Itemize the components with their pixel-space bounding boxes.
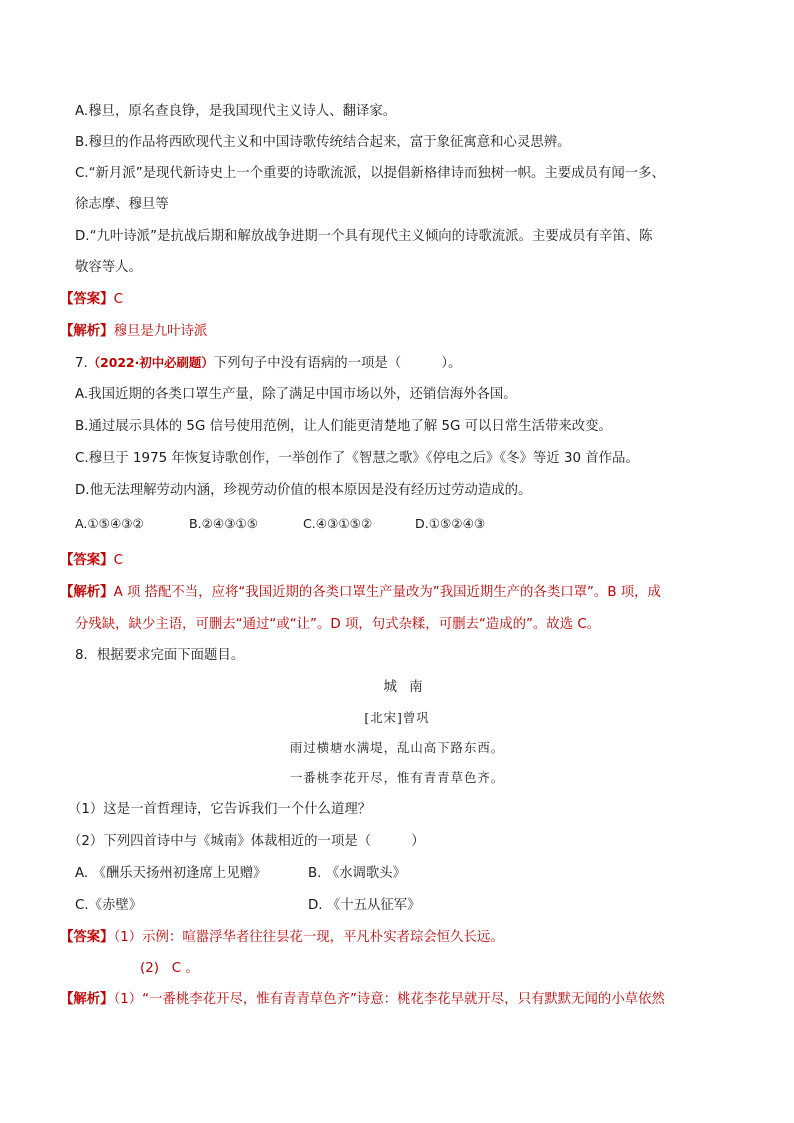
q6-option-d-line1: D.“九叶诗派”是抗战后期和解放战争进期一个具有现代主义倾向的诗歌流派。主要成员有辛笛、陈 (75, 229, 653, 244)
q8-option-c: C.《赤壁》 (75, 898, 143, 913)
q6-option-d-line2: 敬容等人。 (75, 260, 142, 275)
q7-analysis-line1 (60, 583, 661, 603)
q7-stem: 下列句子中没有语病的一项是（ ）。 (213, 356, 462, 371)
q7-option-a: A.我国近期的各类口罩生产量，除了满足中国市场以外，还销信海外各国。 (75, 387, 517, 402)
q7-analysis-line2: 分残缺，缺少主语，可删去“通过“或“让”。D 项，句式杂糅，可删去“造成的”。故选 C。 (75, 617, 601, 632)
answer-value-1: （1）示例：喧嚣浮华者往往昙花一现，平凡朴实者琮会恒久长远。 (113, 930, 504, 945)
answer-tag: 【答案】 (60, 292, 114, 307)
q7-choices (75, 514, 485, 534)
q7-stem-line (75, 353, 461, 374)
q8-option-d: D. 《十五从征军》 (308, 898, 421, 913)
answer-value: C (113, 553, 123, 568)
q6-option-c-line2: 徐志摩、穆旦等 (75, 197, 169, 212)
q7-option-d: D.他无法理解劳动内涵，珍视劳动价值的根本原因是没有经历过劳动造成的。 (75, 483, 532, 498)
analysis-text: （1）“一番桃李花开尽，惟有青青草色齐”诗意：桃花李花早就开尽，只有默默无闻的小草依然 (113, 992, 665, 1007)
q6-option-a: A.穆旦，原名查良铮，是我国现代主义诗人、翻译家。 (75, 104, 397, 119)
answer-value-2: C 。 (171, 961, 199, 976)
q8-sub-question-1: （1）这是一首哲理诗，它告诉我们一个什么道理？ (68, 802, 372, 817)
q6-analysis (60, 322, 207, 342)
q8-options-row-1 (75, 864, 406, 884)
analysis-text: A 项 搭配不当，应将“我国近期的各类口罩生产量改为”我国近期生产的各类口罩”。B 项，成 (113, 585, 661, 600)
q8-option-a: A. 《酬乐天扬州初逢席上见赠》 (75, 866, 267, 881)
q6-option-b: B.穆旦的作品将西欧现代主义和中国诗歌传统结合起来，富于象征寓意和心灵思辨。 (75, 135, 571, 150)
q7-option-c: C.穆旦于 1975 年恢复诗歌创作，一举创作了《智慧之歌》《停电之后》《冬》等近 30 首作品。 (75, 451, 639, 466)
poem-line-2: 一番桃李花开尽，惟有青青草色齐。 (289, 770, 505, 785)
q7-choice-b: B.②④③①⑤ (189, 516, 259, 531)
q7-answer (60, 551, 123, 571)
answer-tag: 【答案】 (60, 553, 114, 568)
analysis-text: 穆旦是九叶诗派 (113, 324, 208, 339)
poem-line-1: 雨过横塘水满堤，乱山高下路东西。 (289, 740, 505, 755)
analysis-tag: 【解析】 (60, 585, 114, 600)
q7-choice-c: C.④③①⑤② (303, 516, 373, 531)
q7-option-b: B.通过展示具体的 5G 信号使用范例，让人们能更清楚地了解 5G 可以日常生活带来改变。 (75, 419, 612, 434)
q7-source: （2022·初中必刷题） (87, 355, 214, 370)
answer-number-2: (2) (140, 961, 159, 976)
analysis-tag: 【解析】 (60, 992, 114, 1007)
analysis-tag: 【解析】 (60, 324, 114, 339)
q8-option-b: B. 《水调歌头》 (308, 866, 407, 881)
q8-sub-question-2: （2）下列四首诗中与《城南》体裁相近的一项是（ ） (68, 834, 425, 849)
q8-answer-line2 (140, 959, 199, 979)
q7-number: 7. (75, 356, 88, 371)
q8-answer-line1 (60, 928, 504, 948)
q7-choice-d: D.①⑤②④③ (415, 516, 486, 531)
q8-options-row-2 (75, 896, 421, 916)
q6-answer (60, 290, 123, 310)
q8-stem: 8．根据要求完面下面题目。 (75, 648, 245, 663)
q8-analysis (60, 990, 665, 1010)
q6-option-c-line1: C.“新月派”是现代新诗史上一个重要的诗歌流派，以提倡新格律诗而独树一帜。主要成员有闻一多、 (75, 166, 665, 181)
answer-tag: 【答案】 (60, 930, 114, 945)
poem-author: [北宋]曾巩 (364, 710, 430, 725)
q7-choice-a: A.①⑤④③② (75, 516, 144, 531)
answer-value: C (113, 292, 123, 307)
poem-title: 城南 (383, 679, 435, 695)
